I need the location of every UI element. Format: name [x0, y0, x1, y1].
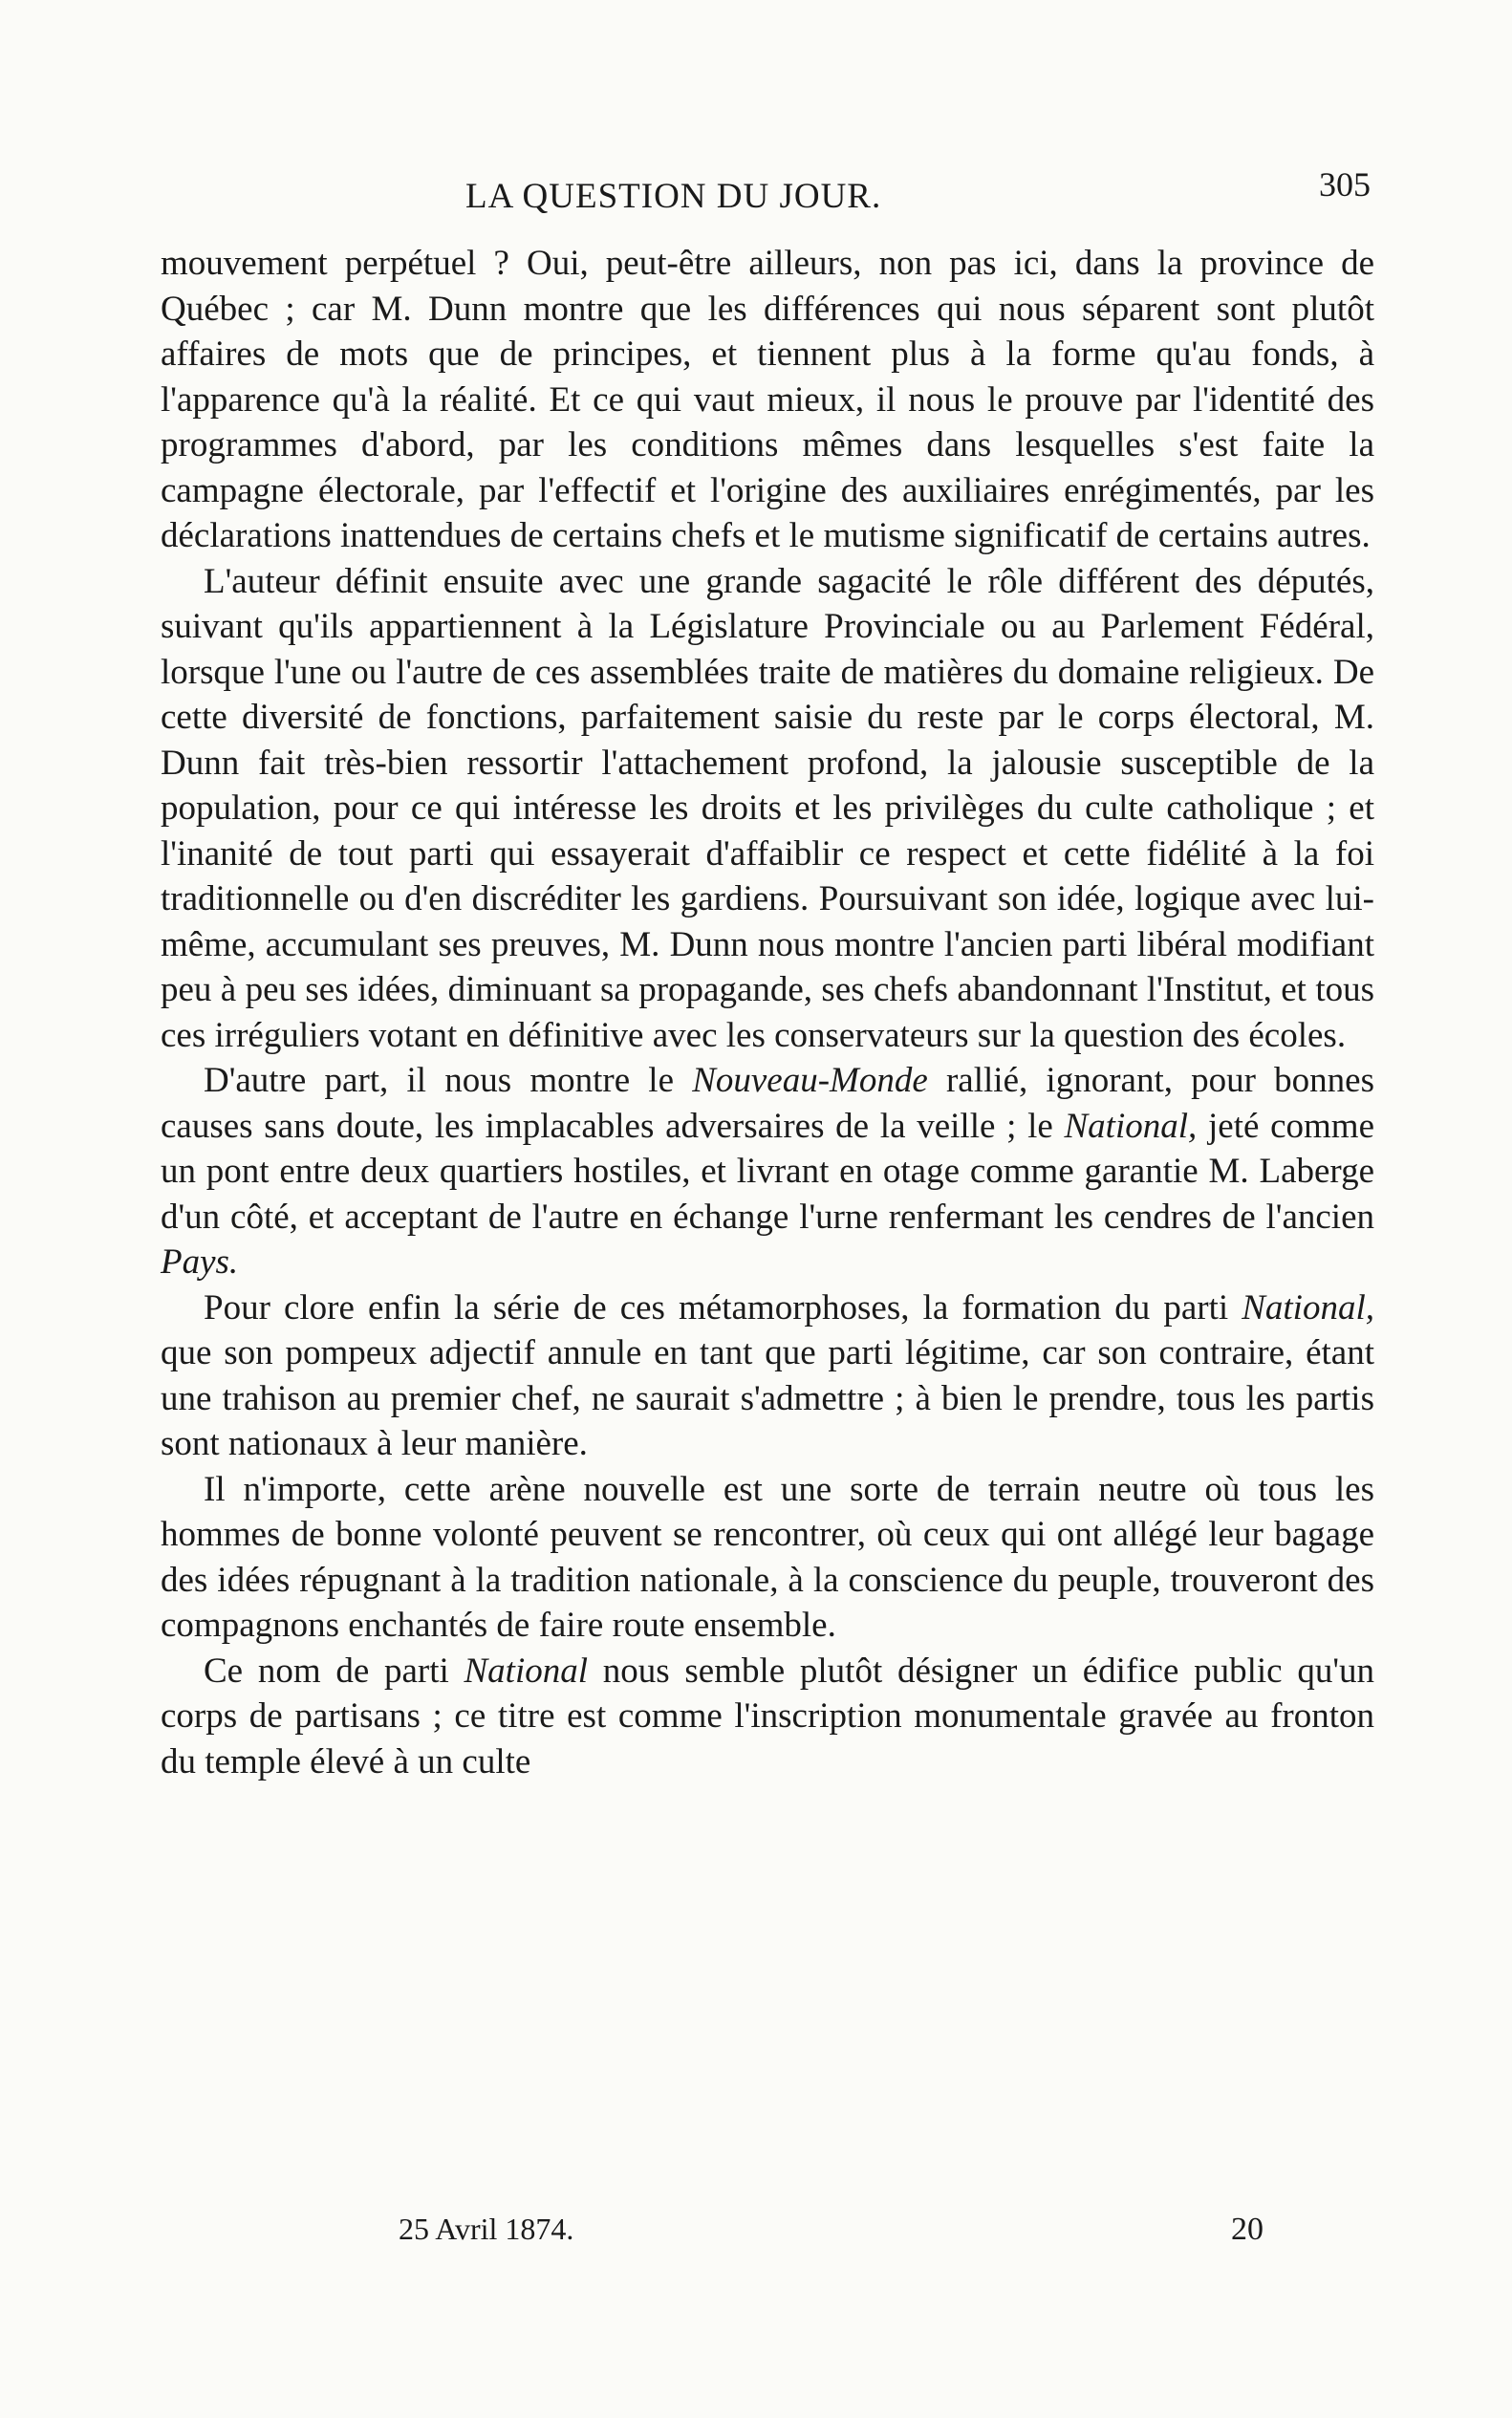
paragraph-text: nous semble plutôt désigner un édifice public qu'un corps de partisans ; ce titre est comme l'inscription monumentale gravée au fronton du temple élevé à un culte	[161, 1651, 1374, 1781]
paragraph-text: L'auteur définit ensuite avec une grande sagacité le rôle différent des députés, suivant qu'ils appartiennent à la Législature Provinciale ou au Parlement Fédéral, lorsque l'une ou l'autre de ces assemblées traite de matières du domaine religieux. De cette diversité de fonctions, parfaitement saisie du reste par le corps électoral, M. Dunn fait très-bien ressortir l'attachement profond, la jalousie susceptible de la population, pour ce qui intéresse les droits et les privilèges du culte catholique ; et l'inanité de tout parti qui essayerait d'affaiblir ce respect et cette fidélité à la foi traditionnelle ou d'en discréditer les gardiens. Poursuivant son idée, logique avec lui-même, accumulant ses preuves, M. Dunn nous montre l'ancien parti libéral modifiant peu à peu ses idées, diminuant sa propagande, ses chefs abandonnant l'Institut, et tous ces irréguliers votant en définitive avec les conservateurs sur la question des écoles.	[161, 561, 1374, 1055]
italic-text: Nouveau-Monde	[692, 1061, 928, 1100]
paragraph	[161, 559, 1374, 1059]
paragraph-text: D'autre part, il nous montre le	[204, 1061, 693, 1100]
paragraph	[161, 1649, 1374, 1785]
running-title: LA QUESTION DU JOUR.	[465, 177, 882, 216]
paragraph	[161, 1285, 1374, 1467]
paragraph-text: que son pompeux adjectif annule en tant que parti légitime, car son contraire, étant une trahison au premier chef, ne saurait s'admettre ; à bien le prendre, tous les partis sont nationaux à leur manière.	[161, 1333, 1374, 1463]
italic-text: Pays.	[161, 1242, 239, 1282]
sheet-number: 20	[1231, 2212, 1264, 2247]
body-text	[161, 241, 1374, 1784]
paragraph-text: jeté comme un pont entre deux quartiers hostiles, et livrant en otage comme garantie M. Laberge d'un côté, et acceptant de l'autre en échange l'urne renfermant les cendres de l'ancien	[161, 1106, 1374, 1237]
paragraph-text: Pour clore enfin la série de ces métamorphoses, la formation du parti	[204, 1287, 1242, 1328]
paragraph-text: rallié, ignorant, pour bonnes causes sans doute, les implacables adversaires de la veille ; le	[161, 1061, 1374, 1146]
page-header	[164, 165, 1378, 227]
paragraph-text: mouvement perpétuel ? Oui, peut-être ailleurs, non pas ici, dans la province de Québec ; car M. Dunn montre que les différences qui nous séparent sont plutôt affaires de mots que de principes, et tiennent plus à la forme qu'au fonds, à l'apparence qu'à la réalité. Et ce qui vaut mieux, il nous le prouve par l'identité des programmes d'abord, par les conditions mêmes dans lesquelles s'est faite la campagne électorale, par l'effectif et l'origine des auxiliaires enrégimentés, par les déclarations inattendues de certains chefs et le mutisme significatif de certains autres.	[161, 244, 1374, 555]
italic-text: National	[464, 1651, 589, 1691]
italic-text: National,	[1242, 1287, 1374, 1328]
paragraph	[161, 241, 1374, 559]
paragraph	[161, 1467, 1374, 1649]
page-number: 305	[1319, 165, 1371, 204]
signature-date: 25 Avril 1874.	[399, 2212, 574, 2246]
italic-text: National,	[1064, 1106, 1198, 1146]
paragraph	[161, 1058, 1374, 1285]
page-footer	[164, 2212, 1378, 2259]
paragraph-text: Ce nom de parti	[204, 1651, 464, 1691]
paragraph-text: Il n'importe, cette arène nouvelle est une sorte de terrain neutre où tous les hommes de bonne volonté peuvent se rencontrer, où ceux qui ont allégé leur bagage des idées répugnant à la tradition nationale, à la conscience du peuple, trouveront des compagnons enchantés de faire route ensemble.	[161, 1469, 1374, 1645]
